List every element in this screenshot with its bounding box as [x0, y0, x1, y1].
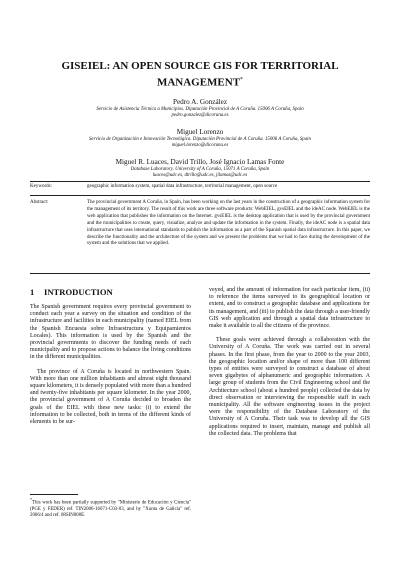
- section-number: 1: [30, 287, 35, 297]
- keywords-bottom-rule: [30, 195, 370, 196]
- author-name: Pedro A. González: [172, 98, 228, 106]
- paragraph: These goals were achieved through a collaboration with the University of A Coruña. The work was carried out in several phases. In the first phase, from the year to 2000 to the year 2003, the geographic location and/or shape of more than 100 different types of entities were surveyed to construct a database of about seven gigabytes of alphanumeric and geographic information. A large group of students from the Civil Engineering school and the Architecture school (about a hundred people) collected the data by direct observation or interviewing the responsible staff in each municipality. All the software engineering issues in the project were the responsibility of the Database Laboratory of the University of A Coruña. Their task was to develop all the GIS applications required to insert, maintain, manage and publish all the collected data. The problems that: [209, 337, 370, 437]
- author-block-1: [30, 98, 370, 120]
- author-block-3: [30, 158, 370, 180]
- author-affiliation: Servicio de Asistencia Técnica a Municipios. Diputación Provincial de A Coruña. 15006 A Coruña, Spain: [96, 107, 304, 112]
- abstract-bottom-rule: [30, 273, 370, 274]
- right-column: [209, 287, 370, 438]
- paper-title-text: GISEIEL: AN OPEN SOURCE GIS FOR TERRITORIAL MANAGEMENT: [61, 60, 339, 89]
- author-email: miguel.lorenzo@dicoruna.es: [171, 143, 229, 149]
- keywords-text: geographic information system, spatial data infrastructure, territorial management, open source: [87, 184, 278, 189]
- footnote-rule: [30, 494, 78, 495]
- author-block-2: [30, 128, 370, 150]
- keywords-top-rule: [30, 181, 370, 182]
- title-footnote-mark: *: [240, 76, 244, 83]
- author-name: Miguel R. Luaces, David Trillo, José Ignacio Lamas Fonte: [115, 158, 285, 166]
- abstract-text: The provincial government A Coruña, in Spain, has been working on the last years in the construction of a geographic information system for the management of its territory. The result of this work are three software products: WebEIEL, gvsEIEL and the ideAC node. WebEIEL is the web application that publishes the information on the Internet. gvsEIEL is the desktop application that is used by the provincial government and the municipalities to create, query, visualize, analyze and update the information in the system. Finally, the ideAC node is a spatial data infrastructure that uses international standards to publish the information as a part of the Spanish spatial data infrastructure. In this paper, we describe the functionality and the architecture of the system and we present the problems that we had to face during the development of the system and the solutions that we applied.: [87, 200, 370, 247]
- author-name: Miguel Lorenzo: [176, 128, 224, 136]
- author-email: luaces@udc.es, dtrillo@udc.es, jilamas@udc.es: [152, 173, 248, 179]
- footnote-text: This work has been partially supported by "Ministerio de Educación y Ciencia"(PGE y FEDER) ref. TIN2006-16071-C03-03, and by "Xunta de Galicia" ref. 2006/4 and ref. 08SIN008E.: [30, 500, 191, 519]
- section-heading: [30, 287, 191, 297]
- author-affiliation: Database Laboratory. University of A Coruña, 15071 A Coruña, Spain: [130, 167, 270, 172]
- section-title: INTRODUCTION: [44, 287, 113, 297]
- paper-title: [60, 60, 340, 90]
- author-email: pedro.gonzalez@dicoruna.es: [171, 113, 229, 119]
- abstract-label: Abstract:: [30, 200, 49, 205]
- keywords-label: Keywords:: [30, 184, 52, 189]
- footnote-mark: *: [30, 497, 32, 502]
- paragraph: The Spanish government requires every provincial government to conduct each year a survey on the situation and condition of the infrastructure and facilities in each municipality (named EIEL from the Spanish Encuesta sobre Infraestructura y Equipamientos Locales). This information is used by the Spanish and the provincial governments to discover the funding needs of each municipality and to propose actions to balance the living conditions in the different municipalities.: [30, 304, 191, 361]
- left-column: [30, 287, 191, 426]
- footnote: [30, 497, 191, 519]
- author-affiliation: Servicio de Organización e Innovación Tecnológica. Diputación Provincial de A Coruña. 15006 A Coruña, Spain: [88, 137, 311, 142]
- paragraph: The province of A Coruña is located in northwestern Spain. With more than one million inhabitants and almost eight thousand square kilometers, it is densely populated with more than a hundred and twenty-five inhabitants per square kilometer. In the year 2000, the provincial government of A Coruña decided to broaden the goals of the EIEL with these new tasks: (i) to extend the information to be collected, both in terms of the different kinds of elements to be sur-: [30, 368, 191, 426]
- paragraph: veyed, and the amount of information for each particular item, (ii) to reference the items surveyed to its geographical location or extent, and to construct a geographic database and applications for its management, and (iii) to publish the data through a user-friendly GIS web application and through a spatial data infrastructure to make it available to all the citizens of the province.: [209, 287, 370, 330]
